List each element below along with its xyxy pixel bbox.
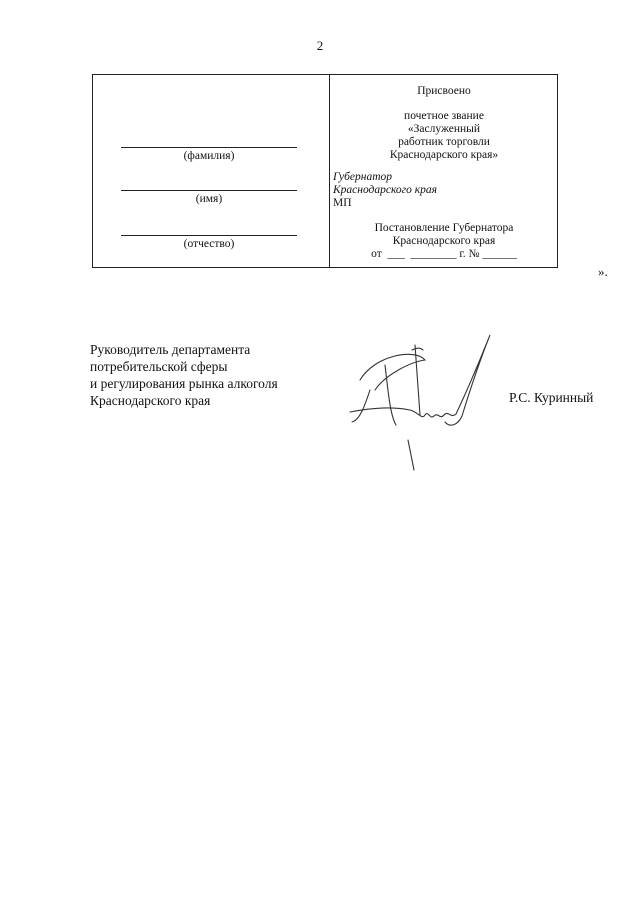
governor-line: Губернатор: [333, 171, 393, 183]
award-panel: [331, 75, 557, 267]
position-line: Руководитель департамента: [90, 342, 251, 357]
patronymic-caption: (отчество): [183, 238, 235, 250]
page-number: 2: [316, 38, 324, 53]
closing-quote: ».: [598, 264, 608, 279]
decree-line: Краснодарского края: [392, 235, 496, 247]
name-line: [121, 190, 297, 191]
position-line: Краснодарского края: [90, 393, 211, 408]
certificate-form: [92, 74, 558, 268]
decree-line: Постановление Губернатора: [374, 222, 514, 234]
signature-position: [90, 341, 278, 409]
governor-block: [333, 171, 559, 210]
signer-name: Р.С. Куринный: [509, 390, 594, 405]
position-line: и регулирования рынка алкоголя: [90, 376, 278, 391]
surname-field: [121, 147, 297, 162]
patronymic-field: [121, 235, 297, 250]
handwritten-signature: [330, 320, 500, 480]
title-line: «Заслуженный: [407, 123, 481, 135]
patronymic-line: [121, 235, 297, 236]
name-caption: (имя): [195, 193, 223, 205]
title-line: почетное звание: [404, 110, 484, 122]
name-field: [121, 190, 297, 205]
honorary-title: [331, 110, 557, 162]
governor-line: Краснодарского края: [333, 184, 437, 196]
seal-mark: МП: [333, 197, 352, 209]
decree-date-line: от ___ ________ г. № ______: [371, 248, 517, 260]
awarded-label: Присвоено: [417, 85, 471, 97]
surname-caption: (фамилия): [183, 150, 235, 162]
certificate-divider: [329, 75, 330, 267]
decree-block: [331, 222, 557, 261]
surname-line: [121, 147, 297, 148]
position-line: потребительской сферы: [90, 359, 228, 374]
title-line: Краснодарского края»: [389, 149, 499, 161]
title-line: работник торговли: [398, 136, 490, 148]
